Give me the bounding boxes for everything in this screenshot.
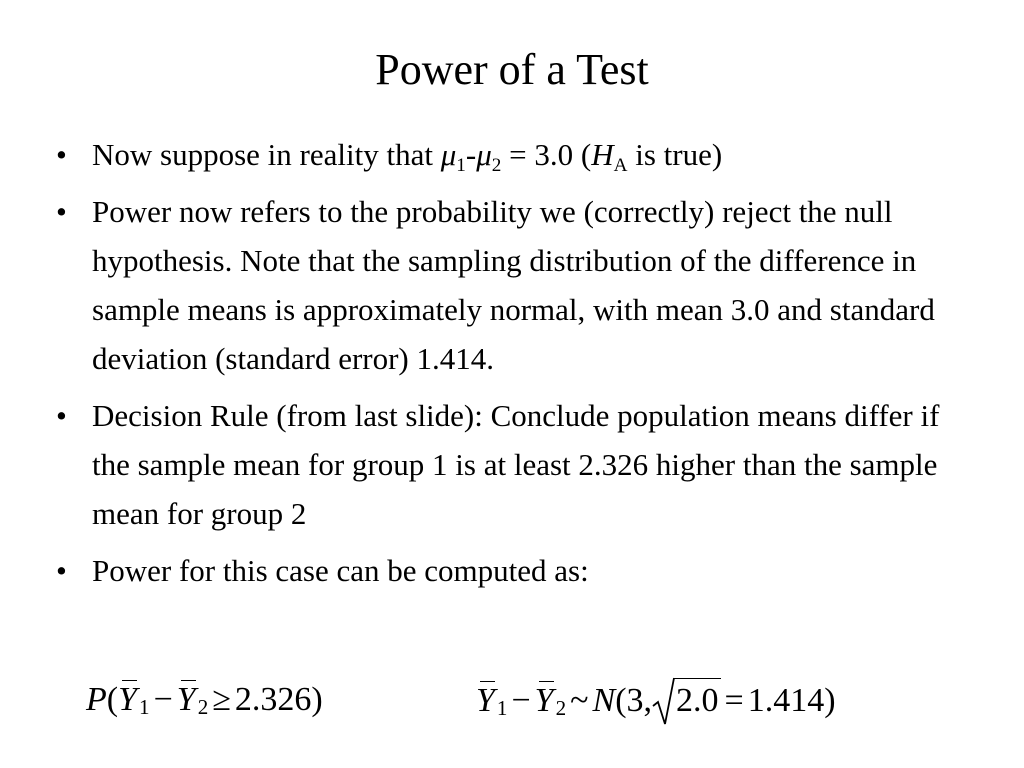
geq-sign: ≥: [212, 681, 231, 718]
bullet-icon: •: [56, 553, 67, 588]
subscript: 2: [491, 154, 502, 176]
dash: -: [465, 137, 477, 172]
sd-result: 1.414): [747, 682, 836, 719]
subscript: A: [613, 154, 628, 176]
bullet-text-tail: is true): [627, 137, 723, 172]
bullet-text: Power for this case can be computed as:: [92, 553, 589, 588]
slide-title: Power of a Test: [375, 45, 649, 94]
bullet-item-power-computation: [52, 546, 972, 595]
mu-symbol: μ: [476, 137, 492, 172]
y-bar-symbol: Y: [177, 672, 196, 728]
threshold-value: 2.326): [234, 681, 323, 718]
args-open: (3,: [615, 682, 653, 719]
bullet-item-decision-rule: [52, 391, 972, 538]
bullet-icon: •: [56, 194, 67, 229]
minus-sign: −: [511, 682, 531, 719]
p-symbol: P: [86, 681, 107, 718]
equals-text: = 3.0 (: [501, 137, 592, 172]
open-paren: (: [106, 681, 119, 718]
bullet-text: Power now refers to the probability we (correctly) reject the null hypothesis. Note that the sampling distribution of the difference in sample means is approximately normal, with mean 3.0 and standard deviation (standard error) 1.414.: [92, 194, 935, 376]
bullet-text: Decision Rule (from last slide): Conclude population means differ if the sample mean for group 1 is at least 2.326 higher than the sample mean for group 2: [92, 398, 940, 531]
tilde-sign: ~: [570, 682, 589, 719]
bullet-item-power-definition: [52, 187, 972, 383]
y-bar-symbol: Y: [476, 673, 495, 729]
y-bar-symbol: Y: [118, 672, 137, 728]
probability-formula: [86, 672, 323, 735]
formula-row: [86, 672, 966, 732]
y-bar-symbol: Y: [535, 673, 554, 729]
bullet-item-alternative: [52, 130, 972, 179]
subscript: 2: [197, 695, 209, 720]
mu-symbol: μ: [440, 137, 457, 172]
subscript: 1: [496, 696, 508, 721]
minus-sign: −: [153, 681, 173, 718]
sqrt-argument: 2.0: [674, 678, 721, 723]
distribution-formula: [476, 672, 836, 736]
square-root: [652, 672, 721, 729]
bullet-icon: •: [56, 398, 67, 433]
subscript: 2: [555, 696, 567, 721]
subscript: 1: [139, 695, 150, 720]
n-symbol: N: [592, 682, 616, 719]
h-symbol: H: [591, 137, 614, 172]
equals-sign: =: [724, 682, 744, 719]
bullet-text: Now suppose in reality that: [92, 137, 441, 172]
bullet-icon: •: [56, 137, 67, 172]
bullet-list: [52, 130, 972, 603]
subscript: 1: [456, 154, 466, 176]
sqrt-radical-icon: [652, 672, 676, 728]
